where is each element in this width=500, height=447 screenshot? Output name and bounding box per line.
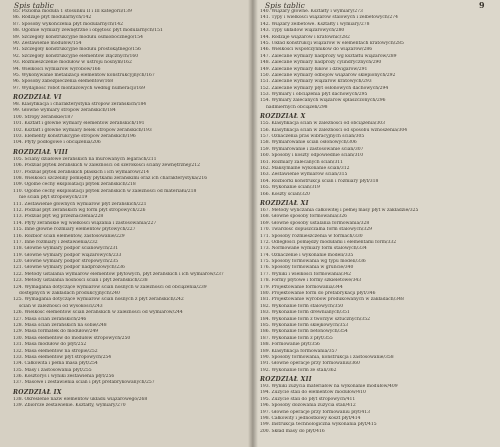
toc-entry: 98. Klasyfikacja i charakterystyka stropów żerańskich/184 — [13, 102, 147, 108]
toc-entry: 180. Projektowanie form do prefabrykacji płyt/346 — [260, 291, 376, 297]
toc-entry: 200. Skład masy do płyt/416 — [260, 428, 325, 434]
chapter-heading: ROZDZIAŁ IX — [13, 388, 62, 396]
toc-entry: 170. Twardość dopuszczalna form stalowych/329 — [260, 227, 372, 233]
toc-entry: 163. Zestawienie wymiarów ścian/315 — [260, 172, 348, 178]
toc-entry: 120. Główne wymiary podpór stropowych/235 — [13, 259, 119, 265]
toc-entry: 125. Wymagania dotyczące wymiarów ścian nośnych z płyt żerańskich/242 — [13, 297, 184, 303]
left-page-content — [13, 9, 249, 410]
toc-entry: 196. Sposoby dozowania zużycia stali/412 — [260, 403, 356, 409]
toc-entry: 174. Oznaczenie i wykonanie modeli/335 — [260, 252, 354, 258]
chapter-heading: ROZDZIAŁ VI — [13, 94, 62, 102]
toc-entry: 91. Szczegóły konstrukcyjne modułu prostokątnego/156 — [13, 47, 141, 53]
toc-entry: 155. Klasyfikacja ścian w zależności od obciążenia/303 — [260, 121, 386, 127]
toc-entry: 197. Główne operacje przy formowaniu płyt/413 — [260, 409, 371, 415]
toc-entry: 132. Masa elementów na stropie/252 — [13, 348, 98, 354]
toc-entry: 143. Typy układów wiązarowych/280 — [260, 28, 345, 34]
toc-entry: 112. Podział płyt żerańskich wg form płyt stropowych/226 — [13, 207, 146, 213]
toc-entry: 90. Zestawienie modułów/154 — [13, 40, 82, 46]
toc-entry-continuation: ścian w zależności od wysokości/243 — [19, 303, 103, 309]
toc-entry-continuation: nie ścian płyt stropowych/219 — [19, 195, 88, 201]
toc-entry: 193. Wyniki zużycia materiałów na wykonanie modułów/409 — [260, 384, 398, 390]
toc-entry: 137. Masowe i zestawienia ścian i płyt prefabrykowanych/257 — [13, 380, 155, 386]
toc-entry: 138. Określenie nazw elementów układu wiązarowego/268 — [13, 396, 148, 402]
toc-entry: 101. Kształt i główne wymiary elementów żerańskich/191 — [13, 121, 145, 127]
toc-entry: 169. Główne sposoby ustalania formowania/328 — [260, 220, 370, 226]
toc-entry: 176. Sposoby formowania w gruncie/340 — [260, 265, 354, 271]
toc-entry: 123. Metody ustalania nośności ścian i płyt żerańskich/238 — [13, 278, 148, 284]
toc-entry: 134. Całkowita i pełna masa płyt/254 — [13, 361, 98, 367]
toc-entry: 189. Klasyfikacja formowania/357 — [260, 348, 338, 354]
toc-entry: 145. Układ konstrukcji wiązarów w elementach kratowych/285 — [260, 40, 404, 46]
toc-entry: 151. Zalecane wymiary wiązarów kratowych/293 — [260, 79, 372, 85]
toc-entry: 127. Masa ścian żerańskich/246 — [13, 316, 87, 322]
toc-entry: 184. Wykonanie form z tworzyw sztucznych/352 — [260, 316, 370, 322]
toc-entry: 195. Zużycie stali do płyt stropowych/411 — [260, 396, 356, 402]
toc-entry: 154. Wymiary zalecanych wiązarów spłaszczonych/296 — [260, 98, 386, 104]
chapter-heading: ROZDZIAŁ XI — [260, 199, 309, 207]
toc-entry: 173. Normowane wymiary form stalowych/334 — [260, 246, 367, 252]
toc-entry: 161. Rozmiary zalecanych ścian/311 — [260, 159, 344, 165]
toc-entry: 139. Zbiorcze zestawienie. Kształty, wymiary/270 — [13, 403, 126, 409]
toc-entry: 157. Oznaczenia pras wibracyjnych ścian/305 — [260, 134, 365, 140]
toc-entry: 141. Typy i wielkości wiązarów stalowych i żelbetowych/274 — [260, 15, 398, 21]
toc-entry: 187. Wykonanie form z płyt/355 — [260, 335, 333, 341]
right-page-header: Spis tablic — [265, 1, 305, 10]
toc-entry: 92. Szczegóły konstrukcyjne elementów złącznych/160 — [13, 53, 139, 59]
toc-entry: 152. Zalecane wymiary płyt osłonowych dachowych/294 — [260, 85, 389, 91]
toc-entry: 168. Główne sposoby formowania/326 — [260, 214, 347, 220]
toc-entry: 147. Zalecane wymiary nadproży wg kształtu wiązarów/289 — [260, 53, 397, 59]
toc-entry: 185. Wykonanie form sklejkowych/353 — [260, 322, 349, 328]
toc-entry: 116. Rozbiór ścian elementów, zastosowanie/229 — [13, 233, 125, 239]
toc-entry: 136. Kosztorys i wyniki zestawienia płyt/256 — [13, 374, 115, 380]
toc-entry: 122. Metody ustalania wymiarów elementów płytowych, płyt żerańskich i ich wymiarów/237 — [13, 271, 224, 277]
toc-entry: 97. Wydajność robót montażowych według numeracji/169 — [13, 85, 145, 91]
toc-entry: 165. Wykonanie ścian/319 — [260, 185, 320, 191]
toc-entry: 166. Koszty ścian/320 — [260, 191, 310, 197]
toc-entry: 124. Wymagania dotyczące wymiarów ścian nośnych w zależności od obciążenia/239 — [13, 284, 207, 290]
toc-entry: 172. Odległości pomiędzy modułami i elementami form/332 — [260, 239, 397, 245]
toc-entry: 171. Sposoby rozmieszczenia w formach/330 — [260, 233, 363, 239]
toc-entry: 144. Rodzaje wiązarów i kratownic/282 — [260, 34, 350, 40]
toc-entry: 100. Stropy żerańskie/187 — [13, 114, 74, 120]
toc-entry: 164. Rozbiórki konstrukcji ścian i rozmiary płyt/318 — [260, 178, 379, 184]
toc-entry: 118. Główne wymiary podpór ścianowych/231 — [13, 246, 119, 252]
right-page-content — [260, 9, 494, 435]
toc-entry: 160. Sposoby i koszty odpowiednie ścian/310 — [260, 153, 364, 159]
right-page-number: 9 — [479, 0, 485, 10]
toc-entry: 135. Masy i zastosowania płyt/255 — [13, 367, 92, 373]
toc-entry: 162. Maksymalne wykonanie ścian/312 — [260, 165, 350, 171]
toc-entry: 87. Sposoby wykończenia płyt modularnych/142 — [13, 21, 123, 27]
toc-entry: 131. Masa modułów do płyt/252 — [13, 342, 87, 348]
toc-entry: 183. Wykonanie form drewnianych/351 — [260, 310, 350, 316]
toc-entry: 109. Ogólne cechy eksploatacji płytek żerańskich/218 — [13, 182, 136, 188]
toc-entry: 121. Główne wymiary podpór nadprożowych/236 — [13, 265, 125, 271]
toc-entry: 150. Zalecane wymiary odbojów wiązarów sklepionych/292 — [260, 72, 396, 78]
toc-entry: 130. Masa elementów do modułów stropowych/250 — [13, 335, 131, 341]
toc-entry: 198. Całkowity i jednostkowy koszt płyt/414 — [260, 416, 361, 422]
toc-entry: 182. Wykonanie form stalowych/350 — [260, 303, 344, 309]
toc-entry: 175. Sposoby formowania wg typu modeli/336 — [260, 259, 366, 265]
toc-entry-continuation: dostępnych w zakładach produkcyjnych/240 — [19, 291, 120, 297]
toc-entry: 103. Elementy konstrukcyjne stropów żerańskich/196 — [13, 134, 136, 140]
toc-entry: 102. Kształt i główne wymiary belek stropów żerańskich/193 — [13, 127, 152, 133]
toc-entry: 104. Płyty podłogowe i obciążenia/206 — [13, 140, 101, 146]
toc-entry: 140. Wiązary główne. Kształty i wymiary/273 — [260, 9, 363, 14]
toc-entry: 86. Rodzaje płyt modularnych/142 — [13, 15, 92, 21]
toc-entry: 192. Wykonanie form ze stali/362 — [260, 367, 337, 373]
toc-entry: 96. Sposoby zabezpieczenia elementów/168 — [13, 79, 114, 85]
toc-entry: 129. Masa formatek do modułów/249 — [13, 329, 99, 335]
toc-entry: 177. Wyniki i wielkości formowania/342 — [260, 271, 352, 277]
chapter-heading: ROZDZIAŁ XII — [260, 376, 312, 384]
toc-entry: 191. Główne operacje przy formowaniu/360 — [260, 361, 360, 367]
right-page — [253, 0, 500, 447]
toc-entry: 194. Zużycie stali do elementów modułów/410 — [260, 390, 366, 396]
toc-entry: 93. Rozmieszczenie modułów w ustroju nośnym/162 — [13, 60, 132, 66]
toc-entry: 115. Inne główne rozmiary elementów płytowych/227 — [13, 227, 136, 233]
chapter-heading: ROZDZIAŁ VIII — [13, 148, 68, 156]
toc-entry: 108. Wielkości szczeliny pomiędzy płytkami żerańskimi oraz ich charakterystyka/216 — [13, 175, 208, 181]
toc-entry: 167. Metody wyliczania całkowitej i pełnej masy płyt w zakładzie/325 — [260, 207, 419, 213]
toc-entry: 179. Projektowanie formowania/344 — [260, 284, 343, 290]
toc-entry: 128. Masa ścian żerańskich na sobie/248 — [13, 322, 107, 328]
toc-entry: 126. Wielkość elementów ścian żerańskich w zależności od wymiarów/244 — [13, 310, 183, 316]
toc-entry: 148. Zalecane wymiary nadproży cylindrycznych/290 — [260, 60, 382, 66]
left-page-header: Spis tablic — [14, 1, 54, 10]
book-gutter-shadow — [248, 0, 258, 447]
toc-entry: 119. Główne wymiary podpór wiązarowych/233 — [13, 252, 122, 258]
toc-entry: 89. Szczegóły konstrukcyjne modułu ośmiobocznego/154 — [13, 34, 144, 40]
toc-entry: 111. Zestawienie głównych wymiarów płyt żerańskich/221 — [13, 201, 147, 207]
toc-entry: 114. Płyty żerańskie wg wielkości wiązania i zastosowania/227 — [13, 220, 157, 226]
toc-entry: 181. Projektowanie wyrobów produkowanych w zakładach/348 — [260, 297, 404, 303]
toc-entry: 133. Masa elementów płyt stropowych/254 — [13, 354, 112, 360]
toc-entry-continuation: nadmiernych obciążeń/298 — [266, 104, 328, 110]
toc-entry: 113. Podział płyt wg przeznaczenia/228 — [13, 214, 104, 220]
toc-entry: 88. Ogólnie wymiary zewnętrzne i objętość płyt modularnych/151 — [13, 28, 163, 34]
chapter-heading: ROZDZIAŁ X — [260, 113, 306, 121]
toc-entry: 146. Wielkości współczynników do wiązarów/286 — [260, 47, 373, 53]
toc-entry: 107. Podział płytek żerańskich płaskich i ich wymiarów/214 — [13, 169, 149, 175]
toc-entry: 85. Pozioma moduła 1 stosunku II i III kategorii/139 — [13, 9, 132, 14]
toc-entry: 95. Wykonywanie metalizacji elementów konstrukcyjnych/167 — [13, 72, 155, 78]
toc-entry: 105. Ściany działowe żerańskich na murowanych legarach/211 — [13, 156, 157, 162]
toc-entry: 142. Wiązary żelbetowe. Kształty i wymiary/278 — [260, 21, 370, 27]
toc-entry: 178. Formy płytowe i formy szkieletowe/343 — [260, 278, 362, 284]
toc-entry: 158. Wymiarowanie ścian osłonowych/306 — [260, 140, 357, 146]
toc-entry: 106. Podział płytek żerańskich w zależności od szerokości ściany zewnętrznej/212 — [13, 163, 201, 169]
toc-entry: 199. Instrukcja technologiczna wykonania płyt/415 — [260, 422, 377, 428]
toc-entry: 153. Wymiary i obciążenia płyt dachowych/295 — [260, 92, 368, 98]
toc-entry: 149. Zalecane wymiary łuków i dźwigarów/291 — [260, 66, 368, 72]
toc-entry: 186. Wykonanie form betonowych/354 — [260, 329, 348, 335]
toc-entry: 110. Ogólne cechy eksploatacji płytek żerańskich w zależności od materiału/218 — [13, 188, 197, 194]
toc-entry: 117. Inne rozmiary i zestawienia/232 — [13, 239, 98, 245]
toc-entry: 188. Formowanie płyt/356 — [260, 342, 320, 348]
toc-entry: 156. Klasyfikacja ścian w zależności od sposobu wznoszenia/304 — [260, 127, 408, 133]
toc-entry: 94. Wielkości wymiarów wyrobów/166 — [13, 66, 101, 72]
toc-entry: 190. Sposoby formowania, konstrukcja i zastosowanie/358 — [260, 354, 394, 360]
toc-entry: 159. Wymiarowanie i zastosowanie ścian/307 — [260, 146, 364, 152]
toc-entry: 99. Główne wymiary stropów żerańskich/184 — [13, 108, 116, 114]
